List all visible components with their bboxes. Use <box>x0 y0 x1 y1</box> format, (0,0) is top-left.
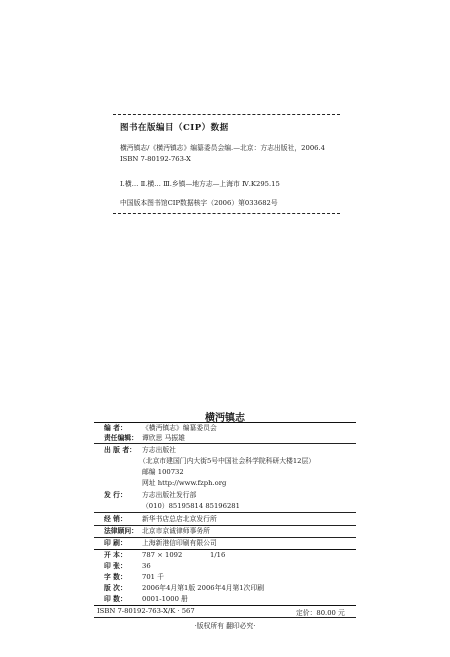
editor-value: 《横沔镇志》编纂委员会 <box>142 424 217 432</box>
publisher-value: 方志出版社 <box>142 446 176 454</box>
divider-1 <box>94 443 356 444</box>
publisher-address: （北京市建国门内大街5号中国社会科学院科研大楼12层） <box>139 457 316 465</box>
distribution-phone: （010）85195814 85196281 <box>142 502 240 510</box>
copyright-notice: ·版权所有 翻印必究· <box>194 622 256 630</box>
legal-row <box>104 526 210 536</box>
printer-value: 上海新港信印刷有限公司 <box>142 539 217 547</box>
edition-value: 2006年4月第1版 2006年4月第1次印刷 <box>142 584 265 592</box>
cip-bottom-dashed-rule <box>113 213 340 214</box>
book-title: 横沔镇志 <box>205 413 245 424</box>
words-value: 701 千 <box>142 573 164 581</box>
words-row <box>104 572 164 582</box>
cip-catalog-line: 横沔镇志/《横沔镇志》编纂委员会编.—北京：方志出版社，2006.4 <box>120 144 325 152</box>
edition-label: 版 次： <box>104 584 127 592</box>
responsible-editor-value: 谭欣思 马振雄 <box>142 434 185 442</box>
divider-7 <box>94 617 356 618</box>
cip-verification-line: 中国版本图书馆CIP数据核字（2006）第033682号 <box>120 199 278 207</box>
format-label: 开 本： <box>104 551 127 559</box>
editor-label: 编 者： <box>104 424 127 432</box>
format-row <box>104 550 225 560</box>
distribution-value: 方志出版社发行部 <box>142 491 197 499</box>
cip-subject-line: Ⅰ.横… Ⅱ.横… Ⅲ.乡镇—地方志—上海市 Ⅳ.K295.15 <box>120 180 280 188</box>
sheets-row <box>104 561 151 571</box>
publisher-postcode: 邮编 100732 <box>142 468 184 476</box>
format-fold: 1/16 <box>210 551 226 559</box>
legal-label: 法律顾问： <box>104 527 138 535</box>
editor-row <box>104 423 217 433</box>
words-label: 字 数： <box>104 573 127 581</box>
format-value: 787 × 1092 <box>142 551 183 559</box>
divider-6 <box>94 605 356 606</box>
cip-top-dashed-rule <box>113 114 340 115</box>
responsible-editor-row <box>104 433 185 443</box>
sheets-label: 印 张： <box>104 562 127 570</box>
distribution-label: 发 行： <box>104 491 127 499</box>
price: 定价：80.00 元 <box>296 609 345 617</box>
cip-isbn-line: ISBN 7-80192-763-X <box>120 155 191 163</box>
edition-row <box>104 583 264 593</box>
seller-label: 经 销： <box>104 515 127 523</box>
copies-value: 0001-1000 册 <box>142 595 188 603</box>
copies-label: 印 数： <box>104 595 127 603</box>
isbn-classification: ISBN 7-80192-763-X/K · 567 <box>97 607 195 615</box>
publisher-website: 网址 http://www.fzph.org <box>142 479 227 487</box>
publisher-label: 出 版 者： <box>104 446 136 454</box>
printer-row <box>104 538 217 548</box>
distribution-row <box>104 490 196 500</box>
copies-row <box>104 594 188 604</box>
publisher-row <box>104 445 176 455</box>
responsible-editor-label: 责任编辑： <box>104 434 138 442</box>
seller-row <box>104 514 217 524</box>
divider-2 <box>94 512 356 513</box>
legal-value: 北京市京诚律师事务所 <box>142 527 210 535</box>
sheets-value: 36 <box>142 562 151 570</box>
cip-title: 图书在版编目（CIP）数据 <box>120 123 229 133</box>
printer-label: 印 刷： <box>104 539 127 547</box>
seller-value: 新华书店总店北京发行所 <box>142 515 217 523</box>
